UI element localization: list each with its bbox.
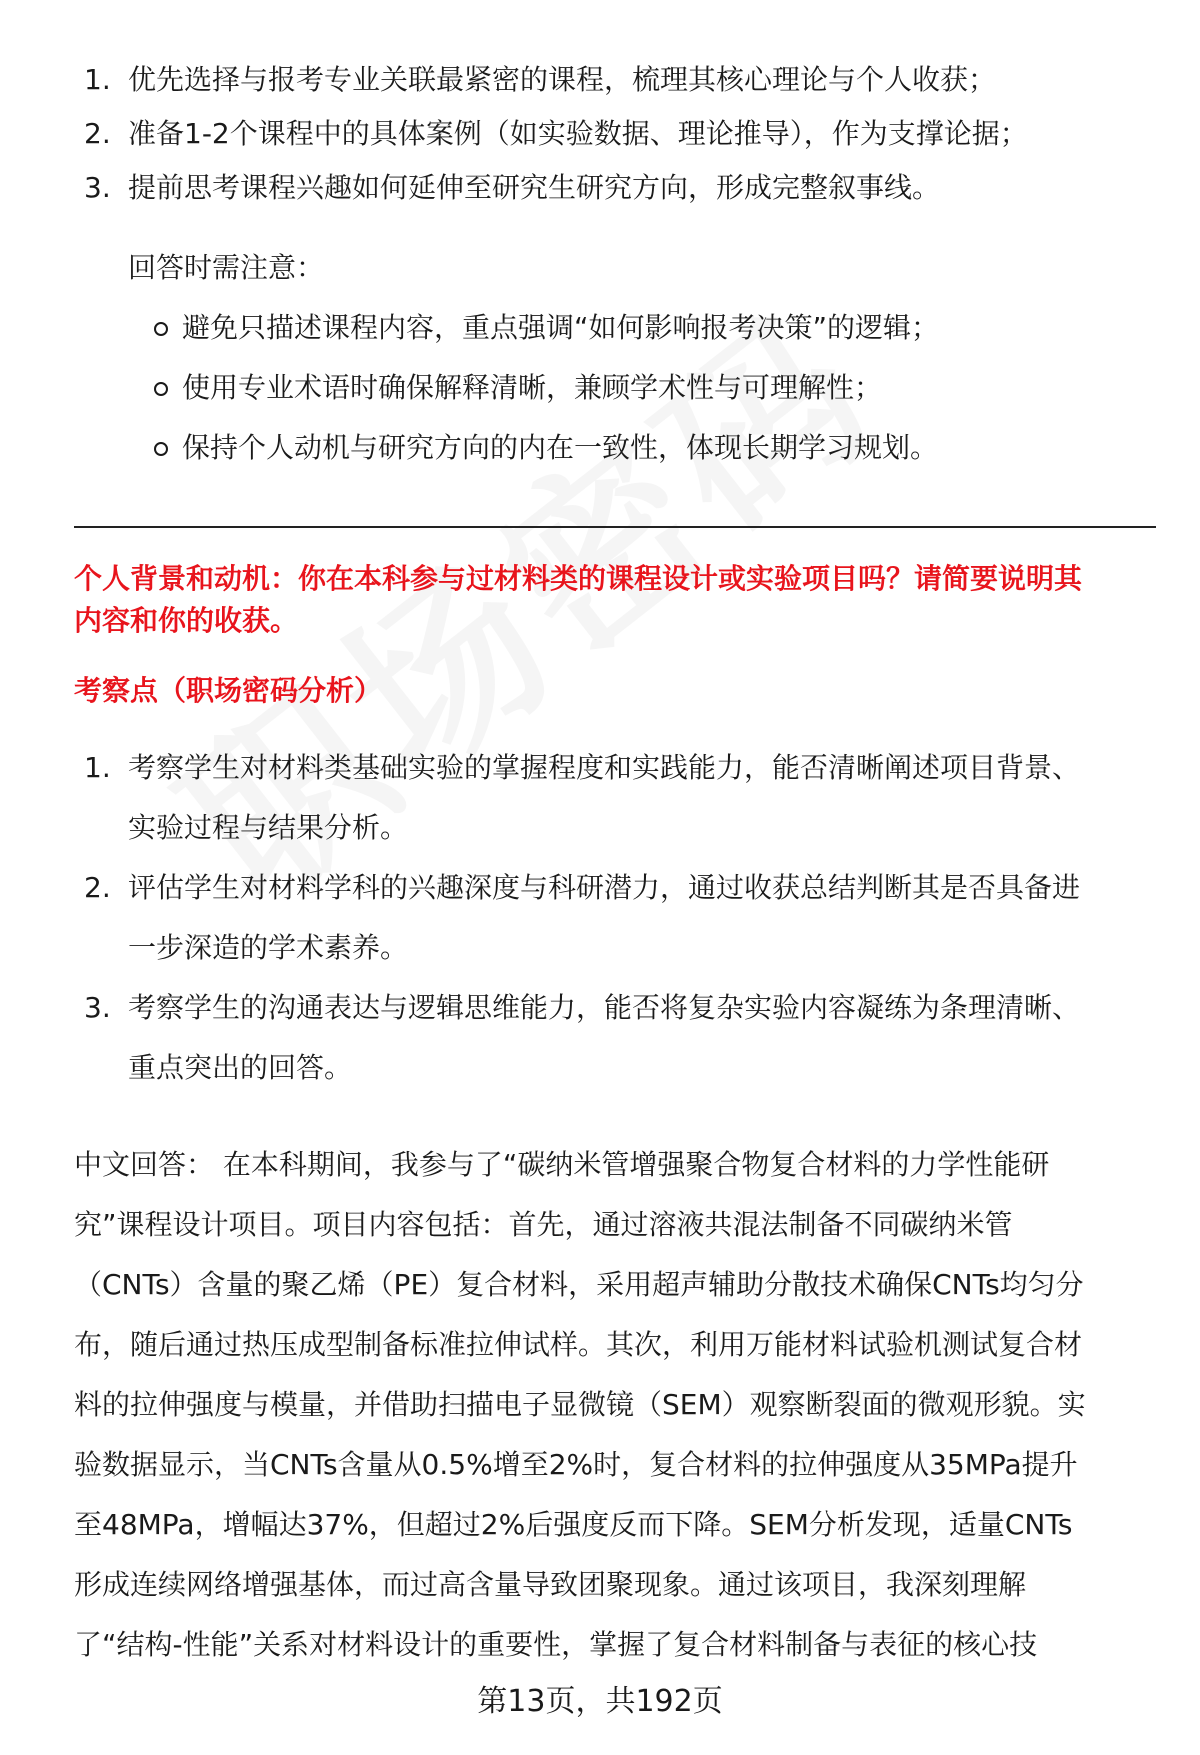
bullet-text: 避免只描述课程内容，重点强调“如何影响报考决策”的逻辑； [182, 311, 940, 344]
answer-paragraph [74, 1135, 1159, 1675]
answer-line: 究”课程设计项目。项目内容包括：首先，通过溶液共混法制备不同碳纳米管 [74, 1208, 1013, 1241]
list-text-line: 评估学生对材料学科的兴趣深度与科研潜力，通过收获总结判断其是否具备进 [128, 871, 1081, 904]
list-text-line: 一步深造的学术素养。 [128, 931, 409, 964]
answer-line: 了“结构-性能”关系对材料设计的重要性，掌握了复合材料制备与表征的核心技 [74, 1628, 1038, 1661]
list-text: 准备1-2个课程中的具体案例（如实验数据、理论推导），作为支撑论据； [128, 117, 1028, 150]
answer-line: 验数据显示，当CNTs含量从0.5%增至2%时，复合材料的拉伸强度从35MPa提升 [74, 1448, 1078, 1481]
answer-line: 料的拉伸强度与模量，并借助扫描电子显微镜（SEM）观察断裂面的微观形貌。实 [74, 1388, 1086, 1421]
question-heading [74, 558, 1164, 642]
list-number: 1. [84, 751, 111, 784]
bullet-text: 保持个人动机与研究方向的内在一致性，体现长期学习规划。 [182, 431, 939, 464]
answer-line: 中文回答： 在本科期间，我参与了“碳纳米管增强聚合物复合材料的力学性能研 [74, 1148, 1050, 1181]
list-number: 3. [84, 991, 111, 1024]
question-line: 个人背景和动机：你在本科参与过材料类的课程设计或实验项目吗？请简要说明其 [74, 562, 1083, 595]
list-text [128, 978, 1148, 1098]
note-label: 回答时需注意： [128, 251, 325, 284]
list-number: 1. [84, 63, 111, 96]
list-item [0, 858, 1200, 978]
list-item [0, 104, 1200, 164]
bullet-text: 使用专业术语时确保解释清晰，兼顾学术性与可理解性； [182, 371, 883, 404]
list-text [128, 858, 1148, 978]
list-item [0, 50, 1200, 110]
list-number: 2. [84, 117, 111, 150]
bullet-circle-icon [154, 382, 168, 396]
bullet-circle-icon [154, 322, 168, 336]
answer-line: 形成连续网络增强基体，而过高含量导致团聚现象。通过该项目，我深刻理解 [74, 1568, 1027, 1601]
answer-line: 至48MPa，增幅达37%，但超过2%后强度反而下降。SEM分析发现，适量CNTs [74, 1508, 1073, 1541]
answer-line: （CNTs）含量的聚乙烯（PE）复合材料，采用超声辅助分散技术确保CNTs均匀分 [74, 1268, 1084, 1301]
page-number: 第13页，共192页 [477, 1684, 723, 1719]
list-item [0, 158, 1200, 218]
list-text-line: 实验过程与结果分析。 [128, 811, 409, 844]
answer-line: 布，随后通过热压成型制备标准拉伸试样。其次，利用万能材料试验机测试复合材 [74, 1328, 1083, 1361]
list-item [0, 738, 1200, 858]
list-text: 提前思考课程兴趣如何延伸至研究生研究方向，形成完整叙事线。 [128, 171, 941, 204]
list-text-line: 考察学生对材料类基础实验的掌握程度和实践能力，能否清晰阐述项目背景、 [128, 751, 1081, 784]
list-number: 2. [84, 871, 111, 904]
bullet-circle-icon [154, 442, 168, 456]
list-text: 优先选择与报考专业关联最紧密的课程，梳理其核心理论与个人收获； [128, 63, 997, 96]
list-number: 3. [84, 171, 111, 204]
list-text-line: 考察学生的沟通表达与逻辑思维能力，能否将复杂实验内容凝练为条理清晰、 [128, 991, 1081, 1024]
question-line: 内容和你的收获。 [74, 604, 299, 637]
list-text-line: 重点突出的回答。 [128, 1051, 353, 1084]
list-text [128, 738, 1148, 858]
list-item [0, 978, 1200, 1098]
exam-points-heading: 考察点（职场密码分析） [74, 674, 383, 707]
section-divider [74, 526, 1156, 528]
